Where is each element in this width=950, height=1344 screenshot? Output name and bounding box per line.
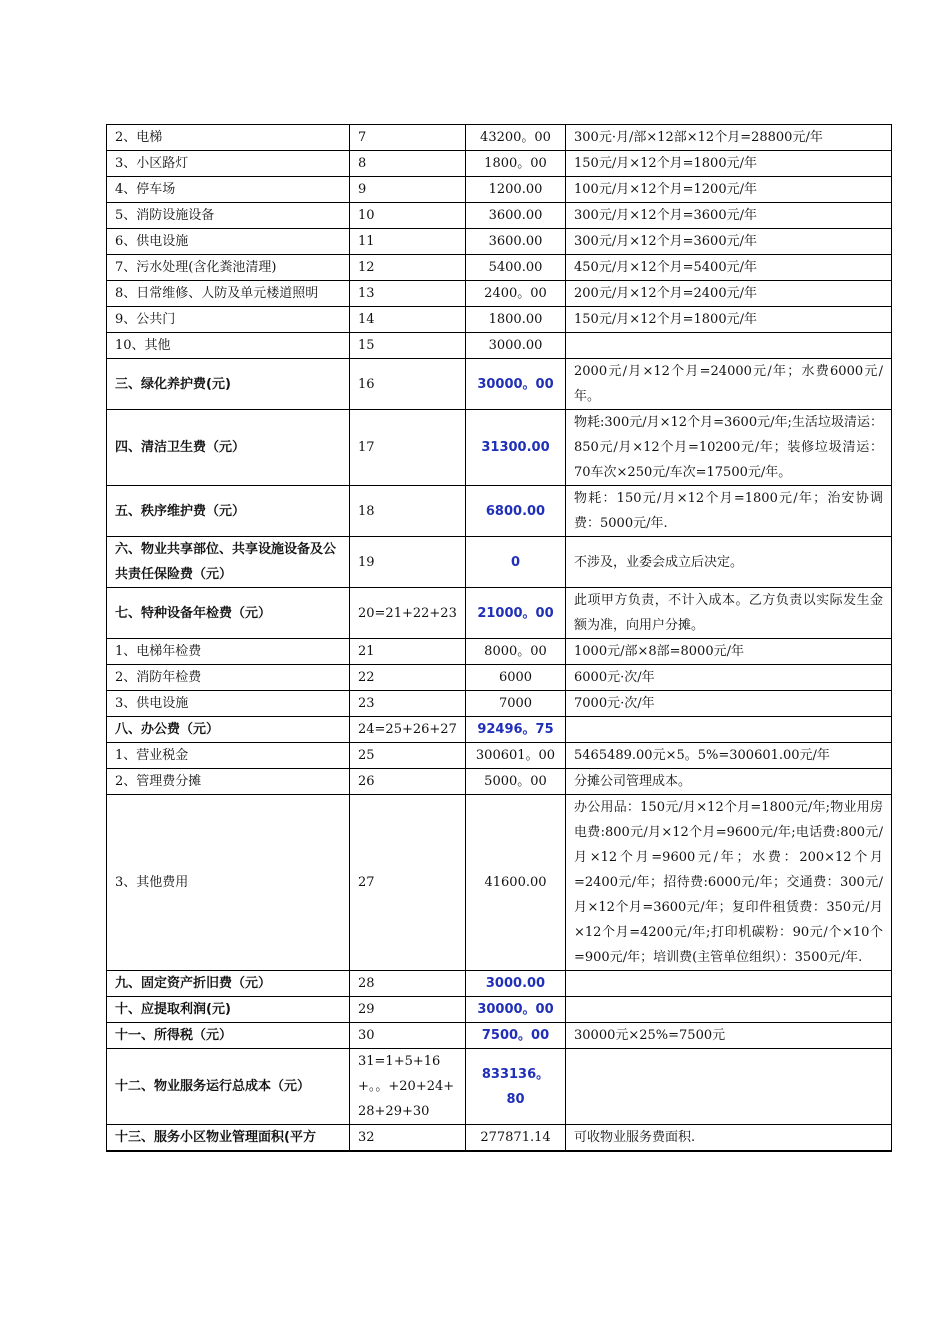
table-row <box>107 639 892 665</box>
remark-cell: 300元/月×12个月=3600元/年 <box>566 229 892 255</box>
amount-cell: 6000 <box>466 665 566 691</box>
code-cell: 15 <box>350 333 466 359</box>
table-row <box>107 691 892 717</box>
code-cell: 32 <box>350 1125 466 1152</box>
table-row <box>107 307 892 333</box>
remark-cell: 200元/月×12个月=2400元/年 <box>566 281 892 307</box>
item-cell: 9、公共门 <box>107 307 350 333</box>
remark-cell: 300元/月×12个月=3600元/年 <box>566 203 892 229</box>
table-row <box>107 743 892 769</box>
remark-cell: 1000元/部×8部=8000元/年 <box>566 639 892 665</box>
table-row-section <box>107 486 892 537</box>
remark-cell: 300元·月/部×12部×12个月=28800元/年 <box>566 125 892 151</box>
item-cell: 5、消防设施设备 <box>107 203 350 229</box>
table-row-section <box>107 410 892 486</box>
cost-breakdown-table <box>106 124 892 1152</box>
code-cell: 22 <box>350 665 466 691</box>
table-row <box>107 125 892 151</box>
code-cell: 19 <box>350 537 466 588</box>
item-cell: 6、供电设施 <box>107 229 350 255</box>
item-cell: 1、营业税金 <box>107 743 350 769</box>
remark-cell <box>566 971 892 997</box>
table-row <box>107 203 892 229</box>
remark-cell: 不涉及，业委会成立后决定。 <box>566 537 892 588</box>
item-cell: 4、停车场 <box>107 177 350 203</box>
remark-cell <box>566 333 892 359</box>
section-title-cell: 五、秩序维护费（元） <box>107 486 350 537</box>
code-cell: 28 <box>350 971 466 997</box>
amount-cell: 277871.14 <box>466 1125 566 1152</box>
code-cell: 11 <box>350 229 466 255</box>
code-cell: 27 <box>350 795 466 971</box>
remark-cell: 办公用品：150元/月×12个月=1800元/年;物业用房电费:800元/月×12个月=9600元/年;电话费:800元/月×12个月=9600元/年；水费：200×12个月=2400元/年；招待费:6000元/年；交通费：300元/月×12个月=3600元/年；复印件租赁费：350元/月×12个月=4200元/年;打印机碳粉：90元/个×10个=900元/年；培训费(主管单位组织）：3500元/年. <box>566 795 892 971</box>
table-row-section <box>107 1049 892 1125</box>
code-cell: 23 <box>350 691 466 717</box>
item-cell: 10、其他 <box>107 333 350 359</box>
item-cell: 3、其他费用 <box>107 795 350 971</box>
amount-cell: 3600.00 <box>466 229 566 255</box>
amount-cell: 833136。80 <box>466 1049 566 1125</box>
amount-cell: 3000.00 <box>466 333 566 359</box>
amount-cell: 6800.00 <box>466 486 566 537</box>
amount-cell: 30000。00 <box>466 359 566 410</box>
code-cell: 26 <box>350 769 466 795</box>
code-cell: 20=21+22+23 <box>350 588 466 639</box>
table-row-section <box>107 588 892 639</box>
amount-cell: 0 <box>466 537 566 588</box>
remark-cell: 450元/月×12个月=5400元/年 <box>566 255 892 281</box>
table-row <box>107 769 892 795</box>
code-cell: 30 <box>350 1023 466 1049</box>
amount-cell: 31300.00 <box>466 410 566 486</box>
remark-cell <box>566 997 892 1023</box>
code-cell: 13 <box>350 281 466 307</box>
amount-cell: 92496。75 <box>466 717 566 743</box>
remark-cell: 此项甲方负责，不计入成本。乙方负责以实际发生金额为准，向用户分摊。 <box>566 588 892 639</box>
code-cell: 16 <box>350 359 466 410</box>
table-row <box>107 177 892 203</box>
remark-cell: 物耗：150元/月×12个月=1800元/年；治安协调费：5000元/年. <box>566 486 892 537</box>
amount-cell: 5400.00 <box>466 255 566 281</box>
table-row <box>107 229 892 255</box>
amount-cell: 1800.00 <box>466 307 566 333</box>
section-title-cell: 十三、服务小区物业管理面积(平方 <box>107 1125 350 1152</box>
remark-cell <box>566 717 892 743</box>
item-cell: 8、日常维修、人防及单元楼道照明 <box>107 281 350 307</box>
remark-cell: 150元/月×12个月=1800元/年 <box>566 151 892 177</box>
table-row-section <box>107 1125 892 1152</box>
remark-cell: 分摊公司管理成本。 <box>566 769 892 795</box>
code-cell: 24=25+26+27 <box>350 717 466 743</box>
code-cell: 12 <box>350 255 466 281</box>
table-row-section <box>107 971 892 997</box>
code-cell: 18 <box>350 486 466 537</box>
section-title-cell: 三、绿化养护费(元) <box>107 359 350 410</box>
table-row <box>107 281 892 307</box>
section-title-cell: 七、特种设备年检费（元） <box>107 588 350 639</box>
remark-cell: 30000元×25%=7500元 <box>566 1023 892 1049</box>
item-cell: 3、供电设施 <box>107 691 350 717</box>
remark-cell: 100元/月×12个月=1200元/年 <box>566 177 892 203</box>
code-cell: 31=1+5+16+。。+20+24+28+29+30 <box>350 1049 466 1125</box>
item-cell: 7、污水处理(含化粪池清理) <box>107 255 350 281</box>
item-cell: 2、消防年检费 <box>107 665 350 691</box>
amount-cell: 5000。00 <box>466 769 566 795</box>
section-title-cell: 六、物业共享部位、共享设施设备及公共责任保险费（元） <box>107 537 350 588</box>
code-cell: 17 <box>350 410 466 486</box>
section-title-cell: 十一、所得税（元） <box>107 1023 350 1049</box>
table-row-section <box>107 717 892 743</box>
remark-cell: 150元/月×12个月=1800元/年 <box>566 307 892 333</box>
section-title-cell: 十二、物业服务运行总成本（元） <box>107 1049 350 1125</box>
code-cell: 9 <box>350 177 466 203</box>
amount-cell: 21000。00 <box>466 588 566 639</box>
code-cell: 10 <box>350 203 466 229</box>
code-cell: 14 <box>350 307 466 333</box>
code-cell: 8 <box>350 151 466 177</box>
amount-cell: 1800。00 <box>466 151 566 177</box>
code-cell: 29 <box>350 997 466 1023</box>
remark-cell: 可收物业服务费面积. <box>566 1125 892 1152</box>
table-row-section <box>107 997 892 1023</box>
amount-cell: 30000。00 <box>466 997 566 1023</box>
table-row <box>107 795 892 971</box>
table-row <box>107 665 892 691</box>
amount-cell: 2400。00 <box>466 281 566 307</box>
amount-cell: 8000。00 <box>466 639 566 665</box>
amount-cell: 3000.00 <box>466 971 566 997</box>
amount-cell: 7000 <box>466 691 566 717</box>
code-cell: 21 <box>350 639 466 665</box>
item-cell: 2、管理费分摊 <box>107 769 350 795</box>
table-row <box>107 255 892 281</box>
amount-cell: 43200。00 <box>466 125 566 151</box>
amount-cell: 300601。00 <box>466 743 566 769</box>
table-row <box>107 333 892 359</box>
code-cell: 25 <box>350 743 466 769</box>
amount-cell: 3600.00 <box>466 203 566 229</box>
item-cell: 1、电梯年检费 <box>107 639 350 665</box>
remark-cell: 7000元·次/年 <box>566 691 892 717</box>
remark-cell: 5465489.00元×5。5%=300601.00元/年 <box>566 743 892 769</box>
section-title-cell: 十、应提取利润(元) <box>107 997 350 1023</box>
table-row <box>107 151 892 177</box>
table-row-section <box>107 1023 892 1049</box>
amount-cell: 7500。00 <box>466 1023 566 1049</box>
table-row-section <box>107 537 892 588</box>
remark-cell <box>566 1049 892 1125</box>
amount-cell: 1200.00 <box>466 177 566 203</box>
section-title-cell: 九、固定资产折旧费（元） <box>107 971 350 997</box>
item-cell: 3、小区路灯 <box>107 151 350 177</box>
section-title-cell: 八、办公费（元） <box>107 717 350 743</box>
remark-cell: 6000元·次/年 <box>566 665 892 691</box>
remark-cell: 物耗:300元/月×12个月=3600元/年;生活垃圾清运：850元/月×12个月=10200元/年；装修垃圾清运：70车次×250元/车次=17500元/年。 <box>566 410 892 486</box>
table-row-section <box>107 359 892 410</box>
code-cell: 7 <box>350 125 466 151</box>
item-cell: 2、电梯 <box>107 125 350 151</box>
amount-cell: 41600.00 <box>466 795 566 971</box>
remark-cell: 2000元/月×12个月=24000元/年；水费6000元/年。 <box>566 359 892 410</box>
section-title-cell: 四、清洁卫生费（元） <box>107 410 350 486</box>
